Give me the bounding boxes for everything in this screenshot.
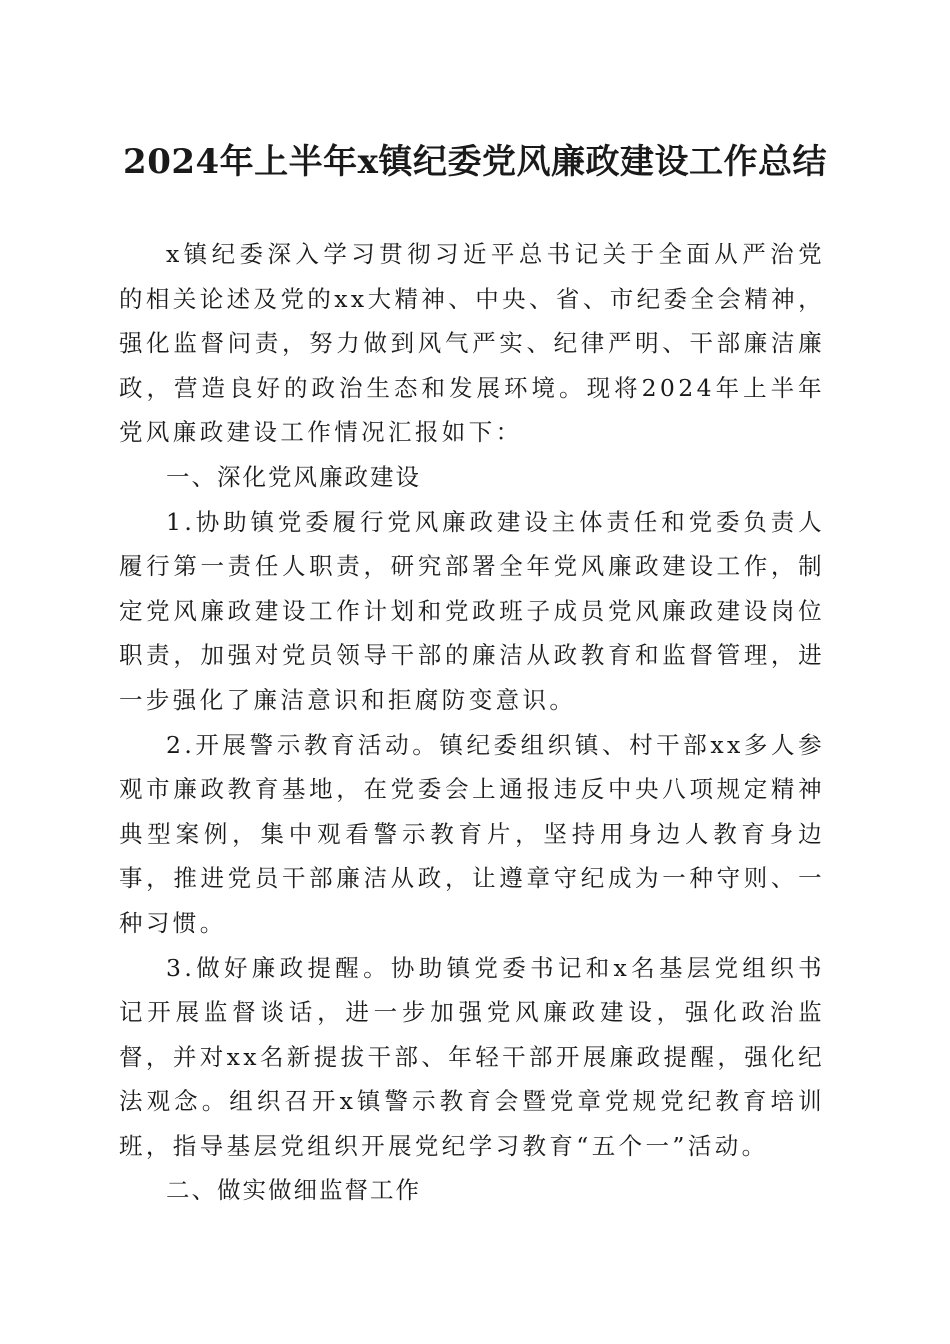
intro-paragraph: x镇纪委深入学习贯彻习近平总书记关于全面从严治党的相关论述及党的xx大精神、中央、省、市纪委全会精神，强化监督问责，努力做到风气严实、纪律严明、干部廉洁廉政，营造良好的政治生态和发展环境。现将2024年上半年党风廉政建设工作情况汇报如下： bbox=[119, 240, 825, 447]
section-heading-1: 一、深化党风廉政建设 bbox=[166, 462, 421, 491]
section-1-paragraph-3: 3.做好廉政提醒。协助镇党委书记和x名基层党组织书记开展监督谈话，进一步加强党风廉政建设，强化政治监督，并对xx名新提拔干部、年轻干部开展廉政提醒，强化纪法观念。组织召开x镇警示教育会暨党章党规党纪教育培训班，指导基层党组织开展党纪学习教育“五个一”活动。 bbox=[119, 953, 825, 1160]
document-body bbox=[119, 232, 825, 1213]
document-title: 2024年上半年x镇纪委党风廉政建设工作总结 bbox=[123, 142, 827, 182]
section-1-paragraph-1: 1.协助镇党委履行党风廉政建设主体责任和党委负责人履行第一责任人职责，研究部署全年党风廉政建设工作，制定党风廉政建设工作计划和党政班子成员党风廉政建设岗位职责，加强对党员领导干部的廉洁从政教育和监督管理，进一步强化了廉洁意识和拒腐防变意识。 bbox=[119, 507, 825, 714]
section-heading-2: 二、做实做细监督工作 bbox=[166, 1176, 421, 1205]
section-1-paragraph-2: 2.开展警示教育活动。镇纪委组织镇、村干部xx多人参观市廉政教育基地，在党委会上通报违反中央八项规定精神典型案例，集中观看警示教育片，坚持用身边人教育身边事，推进党员干部廉洁从政，让遵章守纪成为一种守则、一种习惯。 bbox=[119, 730, 825, 937]
